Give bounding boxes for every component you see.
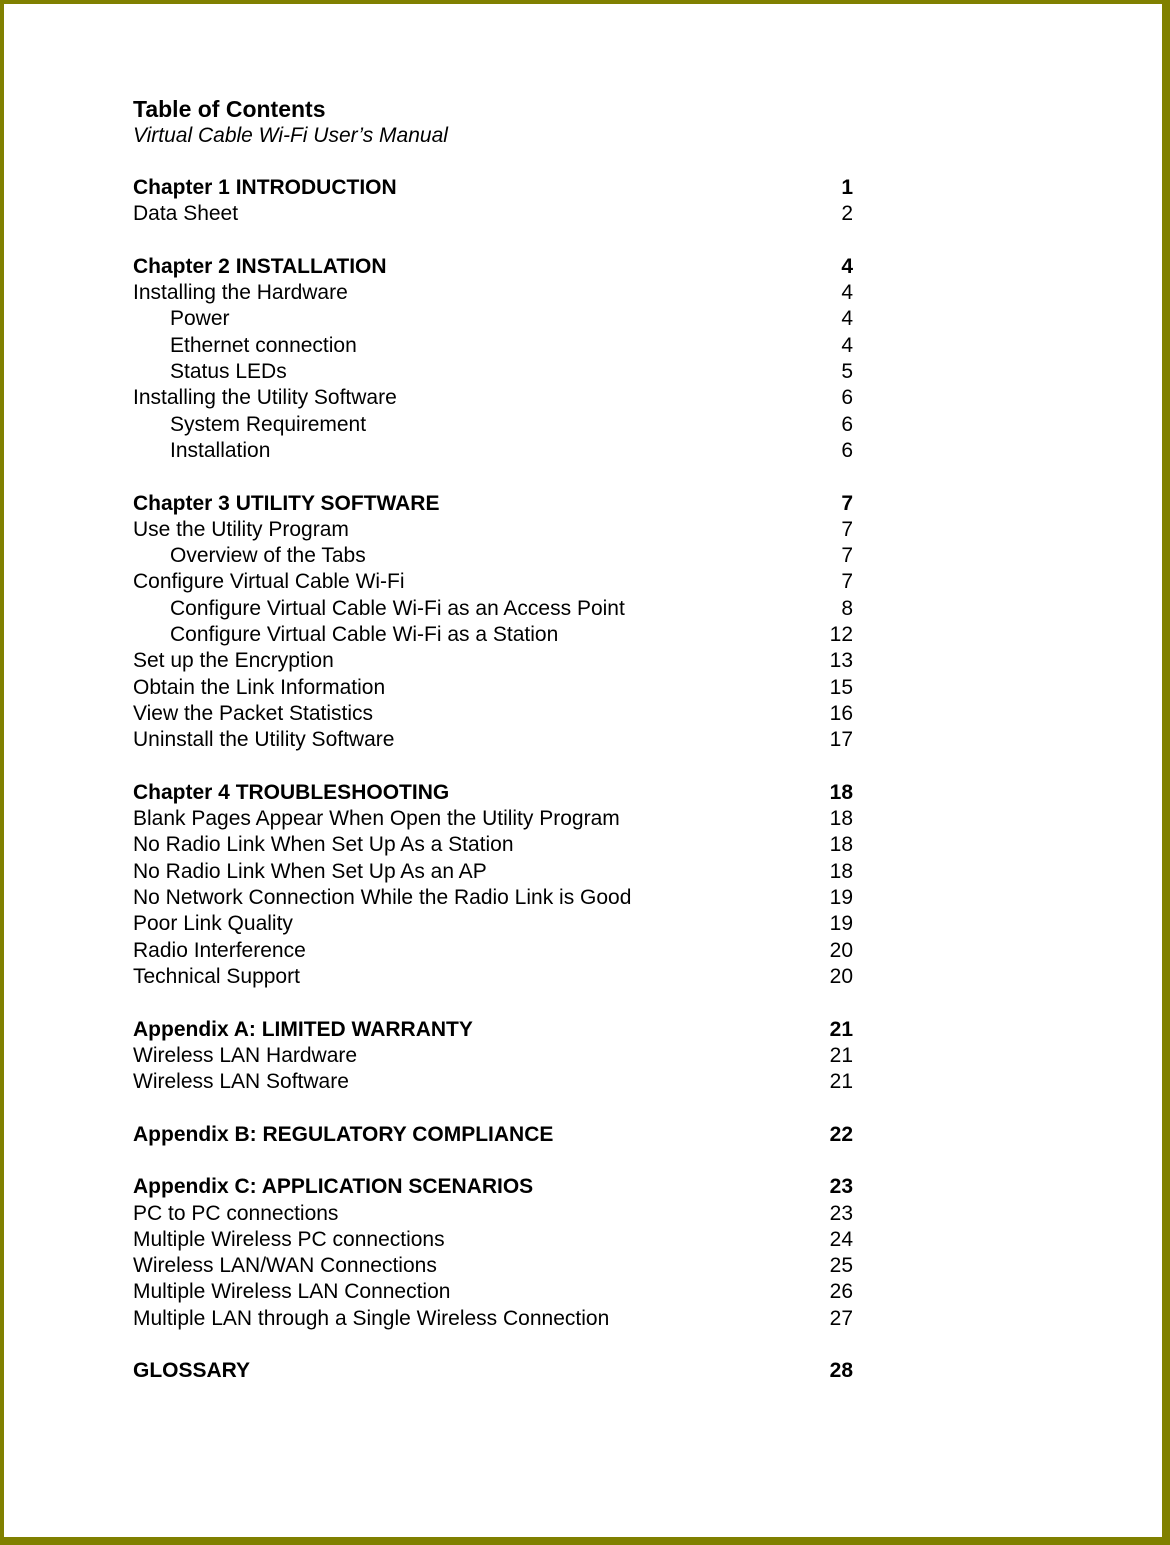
toc-subentry-label: Configure Virtual Cable Wi-Fi as an Access Point [170,596,625,620]
toc-chapter-label: Chapter 3 UTILITY SOFTWARE [133,491,440,515]
toc-entry-label: Installing the Utility Software [133,386,397,410]
toc-entry-page-number: 7 [841,517,853,541]
toc-section [133,1122,853,1148]
toc-entry-row[interactable] [133,1069,853,1095]
toc-entry-page-number: 4 [841,281,853,305]
toc-subentry-page-number: 8 [841,596,853,620]
toc-entry-row[interactable] [133,1043,853,1069]
toc-entry-row[interactable] [133,1279,853,1305]
toc-entry-page-number: 6 [841,386,853,410]
toc-chapter-label: Chapter 4 TROUBLESHOOTING [133,780,450,804]
toc-entry-label: Obtain the Link Information [133,675,386,699]
toc-chapter-label: Chapter 1 INTRODUCTION [133,176,397,199]
toc-entry-row[interactable] [133,1253,853,1279]
toc-entry-row[interactable] [133,701,853,727]
toc-chapter-row[interactable] [133,175,853,201]
toc-entry-page-number: 18 [829,807,853,831]
toc-entry-row[interactable] [133,385,853,411]
toc-entry-label: Configure Virtual Cable Wi-Fi [133,570,405,594]
toc-chapter-row[interactable] [133,491,853,517]
toc-entry-label: Set up the Encryption [133,649,334,673]
toc-entry-row[interactable] [133,727,853,753]
toc-subentry-page-number: 5 [841,360,853,384]
toc-entry-row[interactable] [133,675,853,701]
toc-entry-label: Multiple Wireless PC connections [133,1227,445,1251]
toc-subentry-row[interactable] [133,412,853,438]
toc-subentry-label: Installation [170,438,271,462]
toc-subentry-label: Configure Virtual Cable Wi-Fi as a Station [170,623,559,647]
toc-entry-row[interactable] [133,1227,853,1253]
toc-chapter-page-number: 21 [829,1017,853,1041]
toc-section [133,491,853,754]
toc-chapter-label: GLOSSARY [133,1359,251,1383]
toc-entry-page-number: 20 [829,938,853,962]
page-subtitle: Virtual Cable Wi-Fi User’s Manual [133,124,448,147]
toc-entry-page-number: 2 [841,202,853,226]
toc-entry-row[interactable] [133,859,853,885]
toc-chapter-row[interactable] [133,254,853,280]
toc-chapter-label: Appendix C: APPLICATION SCENARIOS [133,1175,534,1199]
toc-entry-row[interactable] [133,1306,853,1332]
toc-subentry-page-number: 12 [829,623,853,647]
toc-entry-page-number: 21 [829,1070,853,1094]
toc-subentry-page-number: 4 [841,307,853,331]
toc-entry-row[interactable] [133,938,853,964]
table-of-contents [133,175,853,1385]
toc-chapter-page-number: 7 [841,491,853,515]
toc-entry-row[interactable] [133,832,853,858]
toc-entry-page-number: 24 [829,1227,853,1251]
toc-entry-row[interactable] [133,517,853,543]
toc-entry-label: Multiple Wireless LAN Connection [133,1280,451,1304]
toc-section [133,175,853,228]
toc-subentry-label: Power [170,307,230,331]
toc-entry-label: Radio Interference [133,938,306,962]
toc-chapter-label: Appendix A: LIMITED WARRANTY [133,1017,473,1041]
toc-section [133,254,853,464]
toc-entry-label: Use the Utility Program [133,517,349,541]
toc-subentry-label: System Requirement [170,412,367,436]
toc-entry-page-number: 13 [829,649,853,673]
toc-entry-page-number: 16 [829,701,853,725]
toc-chapter-label: Appendix B: REGULATORY COMPLIANCE [133,1122,554,1146]
toc-subentry-label: Overview of the Tabs [170,544,366,568]
toc-subentry-label: Status LEDs [170,360,287,384]
page-title: Table of Contents [133,96,326,122]
toc-subentry-page-number: 7 [841,544,853,568]
toc-entry-row[interactable] [133,911,853,937]
toc-entry-label: View the Packet Statistics [133,701,374,725]
toc-section [133,1358,853,1384]
toc-entry-page-number: 17 [829,728,853,752]
toc-entry-row[interactable] [133,964,853,990]
toc-chapter-page-number: 23 [829,1175,853,1199]
toc-entry-row[interactable] [133,1201,853,1227]
toc-subentry-row[interactable] [133,438,853,464]
toc-section [133,1174,853,1332]
toc-entry-row[interactable] [133,201,853,227]
toc-subentry-row[interactable] [133,543,853,569]
toc-subentry-label: Ethernet connection [170,333,357,357]
toc-entry-label: Poor Link Quality [133,912,293,936]
toc-chapter-page-number: 4 [841,254,853,278]
toc-chapter-row[interactable] [133,1122,853,1148]
toc-chapter-row[interactable] [133,780,853,806]
toc-section [133,1017,853,1096]
toc-chapter-page-number: 1 [841,176,853,199]
toc-entry-label: Technical Support [133,964,300,988]
toc-entry-label: Wireless LAN Hardware [133,1043,358,1067]
toc-subentry-row[interactable] [133,359,853,385]
toc-subentry-page-number: 4 [841,333,853,357]
toc-entry-page-number: 20 [829,964,853,988]
toc-section [133,780,853,990]
toc-entry-label: Wireless LAN Software [133,1070,349,1094]
toc-entry-page-number: 18 [829,833,853,857]
toc-entry-page-number: 25 [829,1254,853,1278]
toc-entry-label: Installing the Hardware [133,281,348,305]
toc-subentry-row[interactable] [133,596,853,622]
toc-subentry-row[interactable] [133,306,853,332]
toc-entry-label: Multiple LAN through a Single Wireless Connection [133,1306,610,1330]
toc-entry-row[interactable] [133,569,853,595]
toc-entry-label: Wireless LAN/WAN Connections [133,1254,437,1278]
toc-entry-page-number: 18 [829,859,853,883]
toc-chapter-row[interactable] [133,1174,853,1200]
toc-entry-page-number: 7 [841,570,853,594]
toc-subentry-page-number: 6 [841,438,853,462]
toc-entry-label: Data Sheet [133,202,239,226]
toc-entry-row[interactable] [133,648,853,674]
toc-chapter-label: Chapter 2 INSTALLATION [133,254,387,278]
toc-entry-row[interactable] [133,885,853,911]
toc-subentry-row[interactable] [133,622,853,648]
toc-entry-label: No Network Connection While the Radio Link is Good [133,886,632,910]
toc-chapter-page-number: 28 [829,1359,853,1383]
toc-entry-label: No Radio Link When Set Up As a Station [133,833,514,857]
toc-entry-label: No Radio Link When Set Up As an AP [133,859,487,883]
toc-entry-page-number: 27 [829,1306,853,1330]
toc-entry-page-number: 23 [829,1201,853,1225]
toc-entry-page-number: 26 [829,1280,853,1304]
toc-entry-row[interactable] [133,806,853,832]
toc-chapter-page-number: 22 [829,1122,853,1146]
toc-entry-label: Uninstall the Utility Software [133,728,395,752]
toc-chapter-row[interactable] [133,1017,853,1043]
toc-entry-page-number: 19 [829,912,853,936]
toc-subentry-row[interactable] [133,333,853,359]
toc-entry-label: PC to PC connections [133,1201,339,1225]
toc-entry-page-number: 21 [829,1043,853,1067]
toc-entry-label: Blank Pages Appear When Open the Utility Program [133,807,620,831]
toc-subentry-page-number: 6 [841,412,853,436]
toc-entry-page-number: 19 [829,886,853,910]
toc-entry-row[interactable] [133,280,853,306]
toc-chapter-page-number: 18 [829,780,853,804]
toc-page [133,95,853,1411]
toc-chapter-row[interactable] [133,1358,853,1384]
toc-entry-page-number: 15 [829,675,853,699]
